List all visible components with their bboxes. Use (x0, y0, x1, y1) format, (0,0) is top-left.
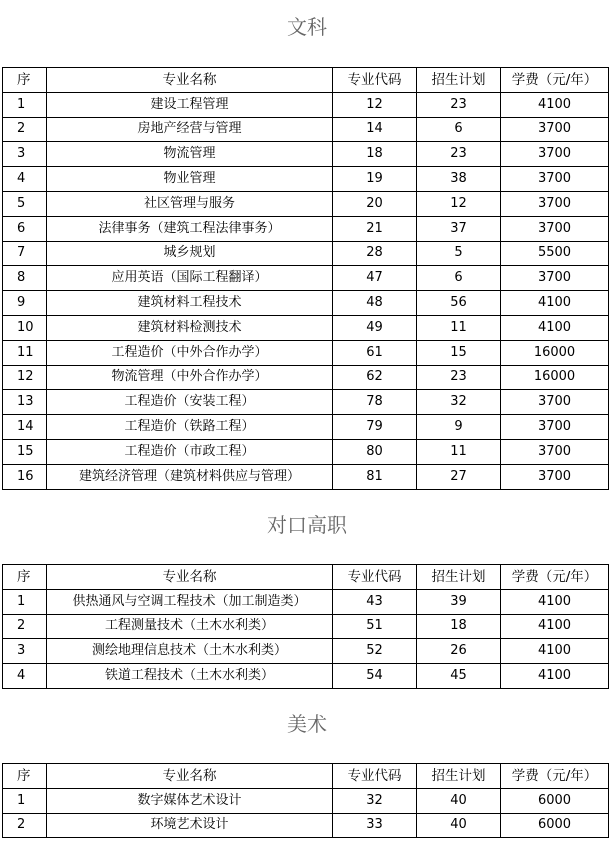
tuition-cell: 16000 (501, 365, 609, 390)
index-cell: 7 (3, 241, 47, 266)
major-name-cell: 建筑材料工程技术 (47, 291, 333, 316)
table-row (3, 241, 609, 266)
major-code-cell: 18 (333, 142, 417, 167)
table-row (3, 266, 609, 291)
header-index: 序 (3, 68, 47, 93)
meishu-table (2, 763, 609, 838)
tuition-cell: 3700 (501, 390, 609, 415)
major-name-cell: 建设工程管理 (47, 92, 333, 117)
table-row (3, 589, 609, 614)
enrollment-plan-cell: 6 (417, 117, 501, 142)
header-enrollment-plan: 招生计划 (417, 68, 501, 93)
header-enrollment-plan: 招生计划 (417, 565, 501, 590)
major-name-cell: 工程造价（铁路工程） (47, 415, 333, 440)
table-row (3, 390, 609, 415)
index-cell: 14 (3, 415, 47, 440)
table-row (3, 365, 609, 390)
index-cell: 13 (3, 390, 47, 415)
enrollment-plan-cell: 39 (417, 589, 501, 614)
table-row (3, 639, 609, 664)
major-name-cell: 工程造价（中外合作办学） (47, 340, 333, 365)
major-name-cell: 物业管理 (47, 167, 333, 192)
major-code-cell: 49 (333, 315, 417, 340)
major-code-cell: 12 (333, 92, 417, 117)
table-row (3, 664, 609, 689)
tuition-cell: 5500 (501, 241, 609, 266)
enrollment-plan-cell: 23 (417, 365, 501, 390)
tuition-cell: 3700 (501, 216, 609, 241)
table-row (3, 614, 609, 639)
major-name-cell: 房地产经营与管理 (47, 117, 333, 142)
tuition-cell: 16000 (501, 340, 609, 365)
enrollment-plan-cell: 45 (417, 664, 501, 689)
major-code-cell: 20 (333, 191, 417, 216)
enrollment-plan-cell: 11 (417, 315, 501, 340)
major-name-cell: 工程造价（安装工程） (47, 390, 333, 415)
major-code-cell: 43 (333, 589, 417, 614)
enrollment-plan-cell: 23 (417, 92, 501, 117)
table-header-row (3, 764, 609, 789)
table-row (3, 315, 609, 340)
index-cell: 1 (3, 589, 47, 614)
index-cell: 15 (3, 439, 47, 464)
tuition-cell: 6000 (501, 813, 609, 838)
enrollment-plan-cell: 37 (417, 216, 501, 241)
major-name-cell: 建筑经济管理（建筑材料供应与管理） (47, 464, 333, 489)
table-header-row (3, 565, 609, 590)
enrollment-plan-cell: 26 (417, 639, 501, 664)
tuition-cell: 3700 (501, 439, 609, 464)
table-row (3, 167, 609, 192)
index-cell: 2 (3, 117, 47, 142)
index-cell: 5 (3, 191, 47, 216)
tuition-cell: 4100 (501, 291, 609, 316)
major-code-cell: 54 (333, 664, 417, 689)
tuition-cell: 4100 (501, 315, 609, 340)
header-major-name: 专业名称 (47, 68, 333, 93)
header-major-code: 专业代码 (333, 764, 417, 789)
major-name-cell: 建筑材料检测技术 (47, 315, 333, 340)
tuition-cell: 3700 (501, 266, 609, 291)
index-cell: 4 (3, 664, 47, 689)
major-code-cell: 78 (333, 390, 417, 415)
header-major-name: 专业名称 (47, 764, 333, 789)
major-code-cell: 81 (333, 464, 417, 489)
index-cell: 6 (3, 216, 47, 241)
table-row (3, 117, 609, 142)
index-cell: 2 (3, 813, 47, 838)
major-code-cell: 14 (333, 117, 417, 142)
header-major-code: 专业代码 (333, 565, 417, 590)
header-major-code: 专业代码 (333, 68, 417, 93)
table-row (3, 291, 609, 316)
table-row (3, 340, 609, 365)
enrollment-plan-cell: 6 (417, 266, 501, 291)
enrollment-plan-cell: 23 (417, 142, 501, 167)
index-cell: 16 (3, 464, 47, 489)
table-row (3, 464, 609, 489)
enrollment-plan-cell: 12 (417, 191, 501, 216)
index-cell: 3 (3, 142, 47, 167)
table-row (3, 415, 609, 440)
enrollment-plan-cell: 40 (417, 788, 501, 813)
index-cell: 3 (3, 639, 47, 664)
major-name-cell: 铁道工程技术（土木水利类） (47, 664, 333, 689)
major-code-cell: 51 (333, 614, 417, 639)
table-row (3, 439, 609, 464)
enrollment-plan-cell: 32 (417, 390, 501, 415)
enrollment-plan-cell: 15 (417, 340, 501, 365)
major-name-cell: 社区管理与服务 (47, 191, 333, 216)
enrollment-plan-cell: 18 (417, 614, 501, 639)
major-name-cell: 应用英语（国际工程翻译） (47, 266, 333, 291)
major-name-cell: 工程造价（市政工程） (47, 439, 333, 464)
table-row (3, 788, 609, 813)
header-tuition: 学费（元/年） (501, 68, 609, 93)
header-tuition: 学费（元/年） (501, 565, 609, 590)
enrollment-plan-cell: 40 (417, 813, 501, 838)
table-row (3, 92, 609, 117)
index-cell: 1 (3, 92, 47, 117)
major-code-cell: 52 (333, 639, 417, 664)
tuition-cell: 4100 (501, 664, 609, 689)
tuition-cell: 4100 (501, 92, 609, 117)
major-code-cell: 32 (333, 788, 417, 813)
index-cell: 11 (3, 340, 47, 365)
tuition-cell: 3700 (501, 167, 609, 192)
major-code-cell: 80 (333, 439, 417, 464)
index-cell: 12 (3, 365, 47, 390)
major-code-cell: 61 (333, 340, 417, 365)
major-name-cell: 法律事务（建筑工程法律事务） (47, 216, 333, 241)
section-title-meishu: 美术 (287, 712, 327, 736)
tuition-cell: 3700 (501, 415, 609, 440)
major-code-cell: 62 (333, 365, 417, 390)
table-header-row (3, 68, 609, 93)
header-index: 序 (3, 565, 47, 590)
major-name-cell: 物流管理（中外合作办学） (47, 365, 333, 390)
table-row (3, 216, 609, 241)
index-cell: 8 (3, 266, 47, 291)
index-cell: 4 (3, 167, 47, 192)
major-code-cell: 79 (333, 415, 417, 440)
major-code-cell: 28 (333, 241, 417, 266)
major-code-cell: 48 (333, 291, 417, 316)
enrollment-plan-cell: 27 (417, 464, 501, 489)
header-major-name: 专业名称 (47, 565, 333, 590)
table-row (3, 813, 609, 838)
tuition-cell: 3700 (501, 464, 609, 489)
section-title-wenke: 文科 (287, 15, 327, 39)
tuition-cell: 6000 (501, 788, 609, 813)
major-name-cell: 供热通风与空调工程技术（加工制造类） (47, 589, 333, 614)
enrollment-plan-cell: 38 (417, 167, 501, 192)
index-cell: 2 (3, 614, 47, 639)
major-code-cell: 19 (333, 167, 417, 192)
major-name-cell: 城乡规划 (47, 241, 333, 266)
tuition-cell: 4100 (501, 614, 609, 639)
duikou-table (2, 564, 609, 689)
major-name-cell: 测绘地理信息技术（土木水利类） (47, 639, 333, 664)
major-name-cell: 数字媒体艺术设计 (47, 788, 333, 813)
index-cell: 1 (3, 788, 47, 813)
table-row (3, 142, 609, 167)
table-row (3, 191, 609, 216)
enrollment-plan-cell: 5 (417, 241, 501, 266)
tuition-cell: 3700 (501, 191, 609, 216)
major-code-cell: 21 (333, 216, 417, 241)
major-name-cell: 物流管理 (47, 142, 333, 167)
major-code-cell: 33 (333, 813, 417, 838)
header-tuition: 学费（元/年） (501, 764, 609, 789)
index-cell: 9 (3, 291, 47, 316)
major-name-cell: 工程测量技术（土木水利类） (47, 614, 333, 639)
tuition-cell: 3700 (501, 142, 609, 167)
section-title-duikou: 对口高职 (267, 513, 347, 537)
major-code-cell: 47 (333, 266, 417, 291)
enrollment-plan-cell: 9 (417, 415, 501, 440)
major-name-cell: 环境艺术设计 (47, 813, 333, 838)
tuition-cell: 4100 (501, 589, 609, 614)
tuition-cell: 3700 (501, 117, 609, 142)
enrollment-plan-cell: 11 (417, 439, 501, 464)
wenke-table (2, 67, 609, 490)
index-cell: 10 (3, 315, 47, 340)
header-enrollment-plan: 招生计划 (417, 764, 501, 789)
enrollment-plan-cell: 56 (417, 291, 501, 316)
tuition-cell: 4100 (501, 639, 609, 664)
header-index: 序 (3, 764, 47, 789)
